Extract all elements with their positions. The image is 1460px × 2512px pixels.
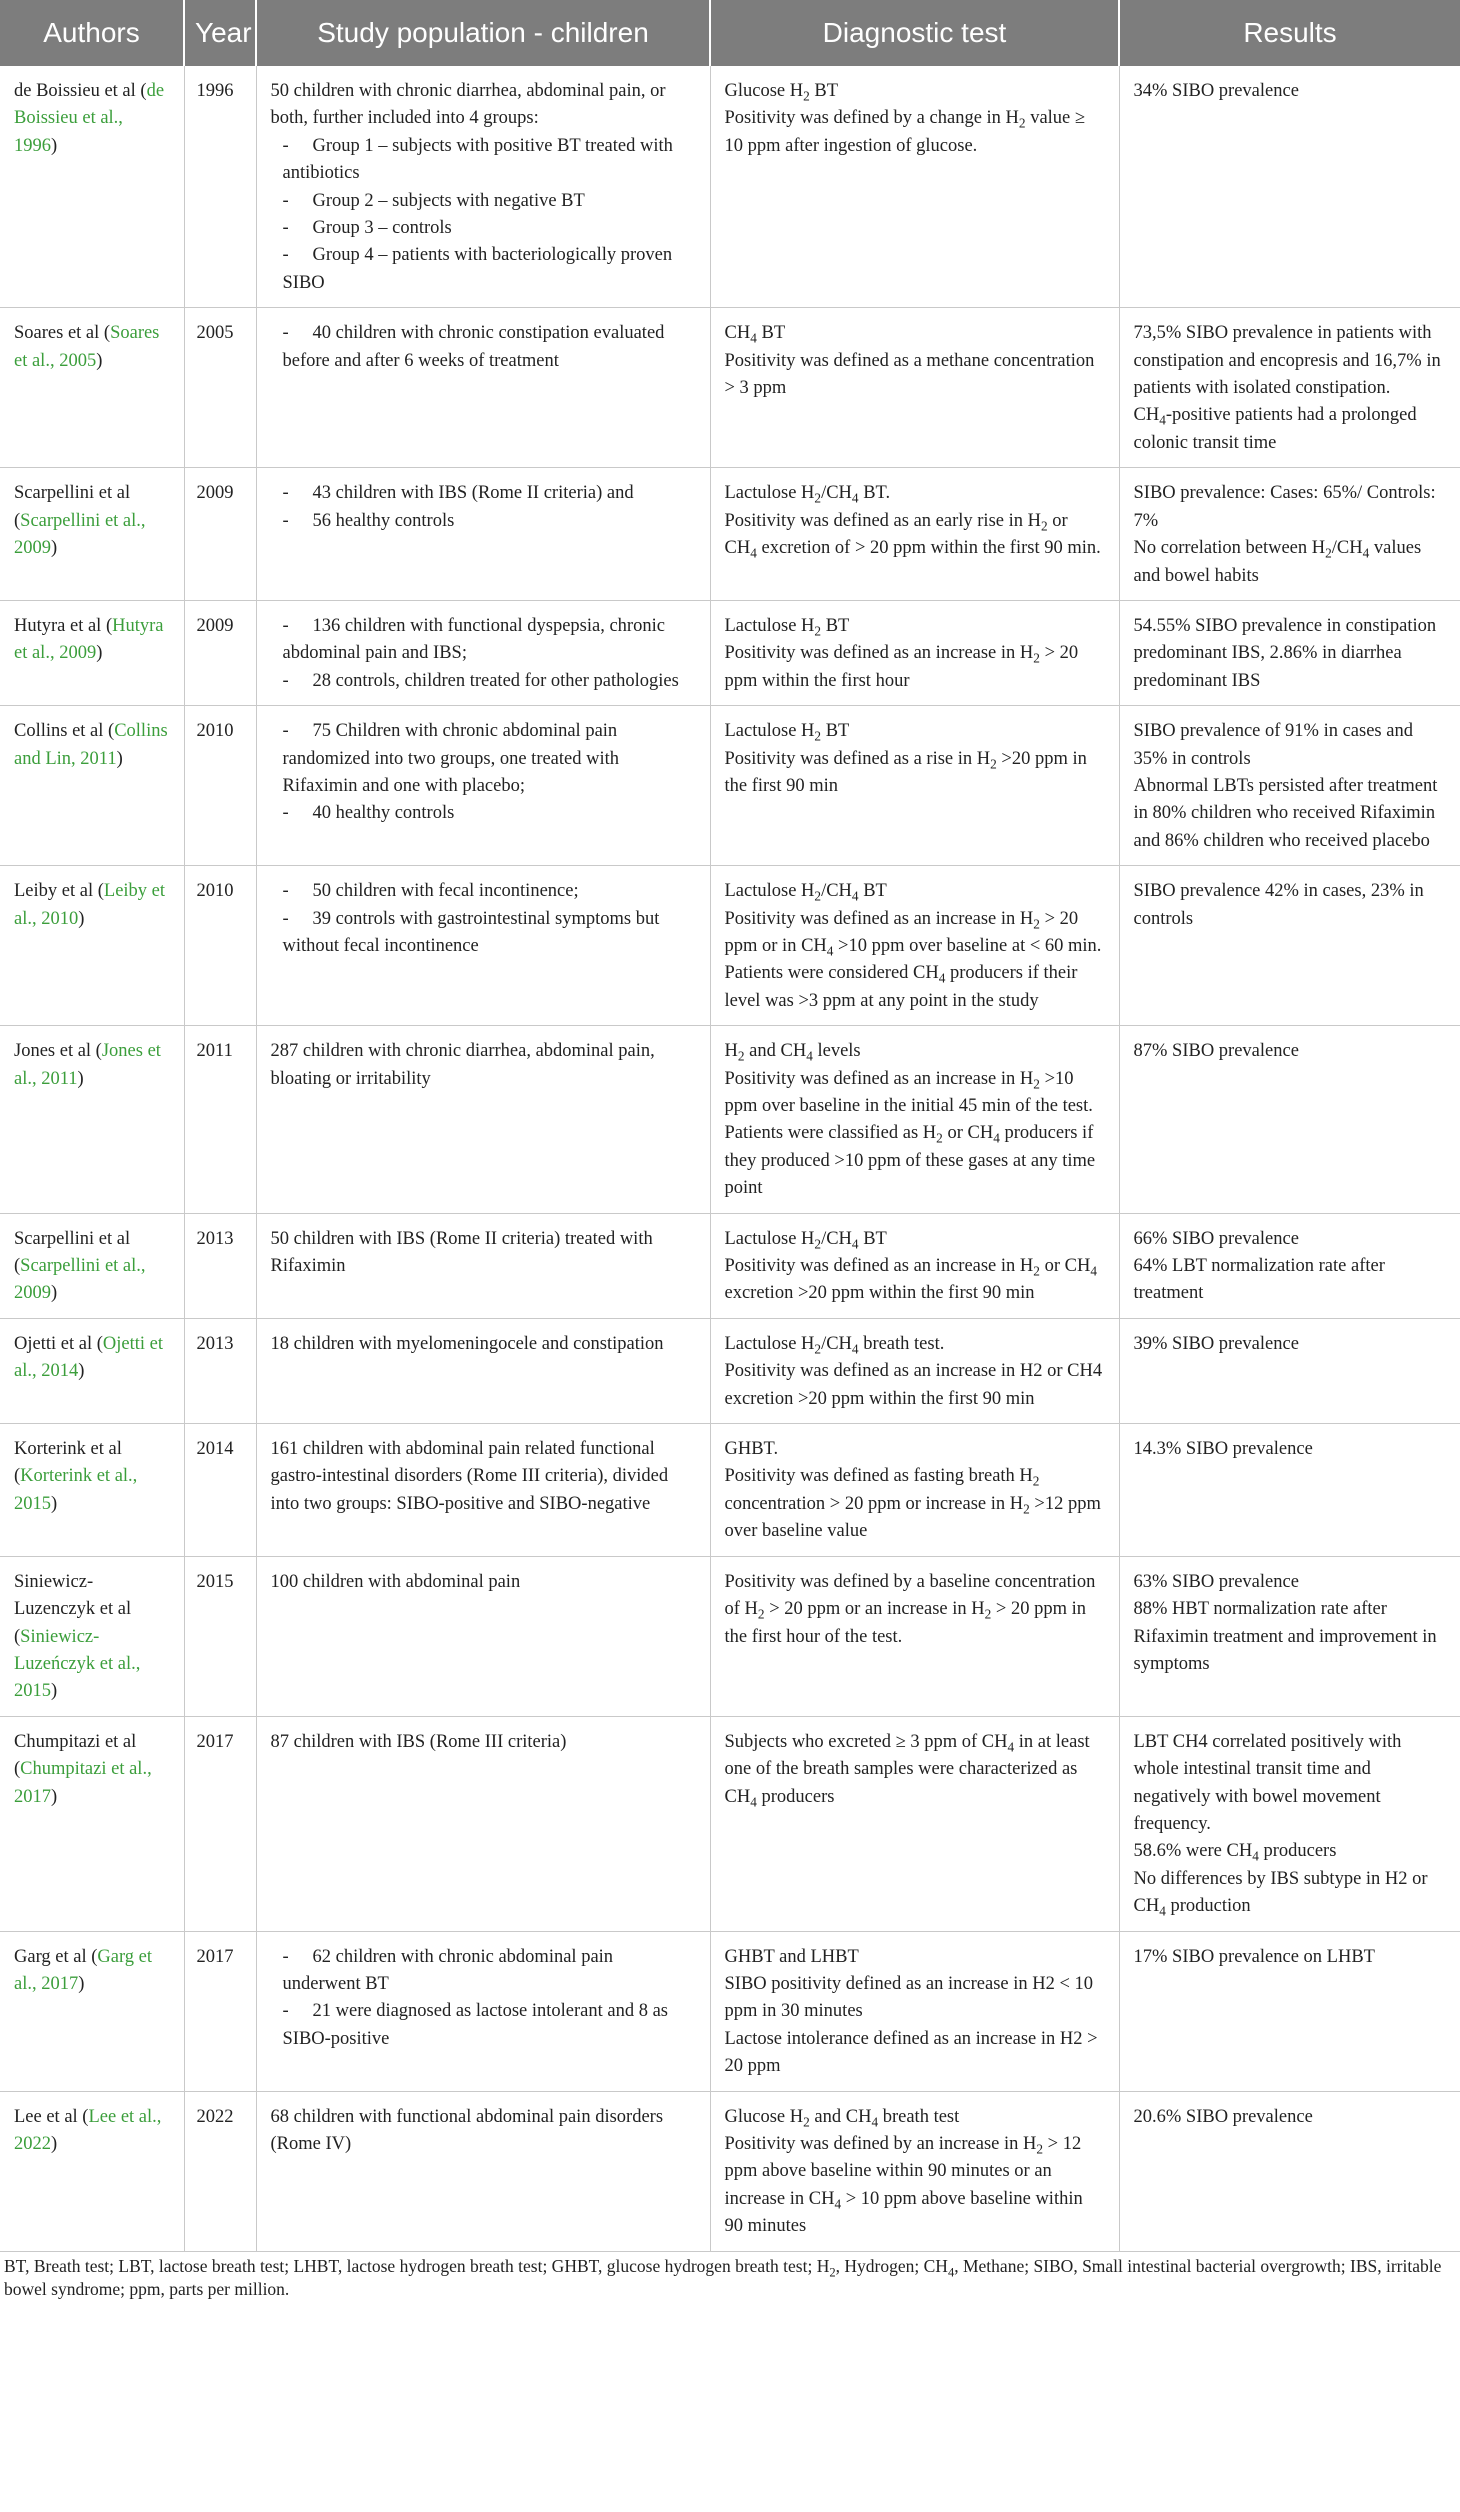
population-cell xyxy=(256,1556,710,1716)
population-line: - Group 3 – controls xyxy=(282,218,452,239)
citation-link[interactable]: de Boissieu et al., 1996 xyxy=(14,81,165,156)
author-name: Siniewicz-Luzenczyk et al ( xyxy=(14,1571,132,1647)
test-line: Subjects who excreted ≥ 3 ppm of $CH_4$ in at least one of the breath samples were characterized as $CH_4$ producers xyxy=(724,1731,1090,1810)
results-cell xyxy=(1119,600,1460,705)
population-line: 50 children with chronic diarrhea, abdominal pain, or both, further included into 4 groups: xyxy=(270,81,666,129)
population-cell xyxy=(256,66,710,308)
citation-link[interactable]: Soares et al., 2005 xyxy=(14,323,160,371)
author-name: Soares et al ( xyxy=(14,323,111,344)
results-line: 73,5% SIBO prevalence in patients with constipation and encopresis and 16,7% in patients with isolated constipation. xyxy=(1133,323,1441,399)
citation-link[interactable]: Siniewicz-Luzeńczyk et al., 2015 xyxy=(14,1626,141,1702)
population-cell xyxy=(256,1318,710,1423)
year-cell: 2013 xyxy=(184,1213,256,1318)
table-row xyxy=(0,1931,1460,2091)
test-line: $CH_4$ BT xyxy=(724,323,786,346)
results-line: 14.3% SIBO prevalence xyxy=(1133,1439,1313,1460)
results-line: 17% SIBO prevalence on LHBT xyxy=(1133,1946,1375,1967)
results-cell xyxy=(1119,1556,1460,1716)
year-cell: 2013 xyxy=(184,1318,256,1423)
test-cell xyxy=(710,1716,1119,1931)
test-cell xyxy=(710,66,1119,308)
table-row xyxy=(0,600,1460,705)
table-row xyxy=(0,1716,1460,1931)
author-name: Korterink et al ( xyxy=(14,1439,122,1487)
author-name: Leiby et al ( xyxy=(14,881,104,902)
test-cell xyxy=(710,1556,1119,1716)
population-line: 50 children with IBS (Rome II criteria) treated with Rifaximin xyxy=(270,1228,653,1277)
author-name: Scarpellini et al ( xyxy=(14,1228,131,1277)
population-cell xyxy=(256,308,710,468)
citation-link[interactable]: Leiby et al., 2010 xyxy=(14,881,166,929)
test-line: GHBT. xyxy=(724,1439,779,1460)
results-line: No correlation between $H_2/CH_4$ values and bowel habits xyxy=(1133,538,1422,586)
population-line: - Group 1 – subjects with positive BT treated with antibiotics xyxy=(282,135,673,184)
results-cell xyxy=(1119,1213,1460,1318)
results-line: 88% HBT normalization rate after Rifaximin treatment and improvement in symptoms xyxy=(1133,1599,1437,1674)
test-cell xyxy=(710,1318,1119,1423)
year-cell: 2017 xyxy=(184,1931,256,2091)
results-line: 34% SIBO prevalence xyxy=(1133,81,1299,101)
table-row xyxy=(0,706,1460,866)
citation-link[interactable]: Hutyra et al., 2009 xyxy=(14,615,164,664)
population-line: - 43 children with IBS (Rome II criteria) and xyxy=(282,483,634,504)
population-cell xyxy=(256,2091,710,2251)
results-line: 58.6% were $CH_4$ producers xyxy=(1133,1841,1337,1865)
citation-link[interactable]: Garg et al., 2017 xyxy=(14,1946,153,1994)
results-line: $CH_4$-positive patients had a prolonged colonic transit time xyxy=(1133,405,1417,453)
test-line: Lactulose $H_2/CH_4$ BT xyxy=(724,881,887,904)
test-line: SIBO positivity defined as an increase in H2 < 10 ppm in 30 minutes xyxy=(724,1973,1094,2022)
results-cell xyxy=(1119,1424,1460,1557)
population-line: 87 children with IBS (Rome III criteria) xyxy=(270,1731,567,1752)
population-line: - 62 children with chronic abdominal pain underwent BT xyxy=(282,1946,614,1994)
results-cell xyxy=(1119,468,1460,601)
table-row xyxy=(0,866,1460,1026)
test-line: GHBT and LHBT xyxy=(724,1946,859,1967)
table-body xyxy=(0,66,1460,2251)
population-cell xyxy=(256,1424,710,1557)
test-line: Glucose $H_2$ BT xyxy=(724,81,839,104)
population-line: 161 children with abdominal pain related functional gastro-intestinal disorders (Rome III criteria), divided into two groups: SIBO-positive and SIBO-negative xyxy=(270,1439,669,1514)
author-cell: Lee et al (Lee et al., 2022) xyxy=(0,2091,184,2251)
population-line: - 75 Children with chronic abdominal pain randomized into two groups, one treated with Rifaximin and one with placebo; xyxy=(282,721,620,796)
author-cell: Ojetti et al (Ojetti et al., 2014) xyxy=(0,1318,184,1423)
results-line: SIBO prevalence: Cases: 65%/ Controls: 7% xyxy=(1133,483,1436,531)
test-cell xyxy=(710,1026,1119,1213)
author-cell: Scarpellini et al (Scarpellini et al., 2009) xyxy=(0,468,184,601)
year-cell: 2014 xyxy=(184,1424,256,1557)
population-line: - 40 children with chronic constipation evaluated before and after 6 weeks of treatment xyxy=(282,323,665,371)
author-name: Jones et al ( xyxy=(14,1041,102,1062)
results-cell xyxy=(1119,1716,1460,1931)
test-line: Lactulose $H_2/CH_4$ BT xyxy=(724,1228,887,1252)
test-cell xyxy=(710,308,1119,468)
citation-link[interactable]: Collins and Lin, 2011 xyxy=(14,721,168,769)
results-cell xyxy=(1119,1318,1460,1423)
test-line: Lactulose $H_2/CH_4$ BT. xyxy=(724,483,891,506)
population-line: - 136 children with functional dyspepsia, chronic abdominal pain and IBS; xyxy=(282,615,665,664)
author-name: Lee et al ( xyxy=(14,2106,89,2127)
test-line: Patients were classified as $H_2$ or $CH_4$ producers if they produced >10 ppm of these gases at any time point xyxy=(724,1123,1096,1199)
year-cell: 2009 xyxy=(184,600,256,705)
results-line: 20.6% SIBO prevalence xyxy=(1133,2106,1313,2127)
results-line: 54.55% SIBO prevalence in constipation predominant IBS, 2.86% in diarrhea predominant IBS xyxy=(1133,615,1437,691)
author-cell: Leiby et al (Leiby et al., 2010) xyxy=(0,866,184,1026)
test-line: Positivity was defined as an increase in H2 or CH4 excretion >20 ppm within the first 90 min xyxy=(724,1361,1103,1409)
year-cell: 2005 xyxy=(184,308,256,468)
table-row xyxy=(0,1556,1460,1716)
population-line: - 40 healthy controls xyxy=(282,803,455,824)
citation-link[interactable]: Scarpellini et al., 2009 xyxy=(14,510,146,559)
table-row xyxy=(0,1213,1460,1318)
test-line: Lactulose $H_2/CH_4$ breath test. xyxy=(724,1333,945,1357)
year-cell: 2010 xyxy=(184,866,256,1026)
author-cell: Garg et al (Garg et al., 2017) xyxy=(0,1931,184,2091)
results-line: No differences by IBS subtype in H2 or $CH_4$ production xyxy=(1133,1868,1428,1919)
test-line: Positivity was defined by an increase in $H_2 > 12$ ppm above baseline within 90 minutes or an increase in $CH_4 > 10$ ppm above baseline within 90 minutes xyxy=(724,2134,1083,2237)
population-cell xyxy=(256,1931,710,2091)
author-name: Scarpellini et al ( xyxy=(14,483,131,531)
year-cell: 2011 xyxy=(184,1026,256,1213)
results-cell xyxy=(1119,706,1460,866)
year-cell: 1996 xyxy=(184,66,256,308)
test-cell xyxy=(710,2091,1119,2251)
test-line: Patients were considered $CH_4$ producers if their level was >3 ppm at any point in the study xyxy=(724,963,1078,1011)
header-authors: Authors xyxy=(0,0,184,66)
test-line: Lactulose $H_2$ BT xyxy=(724,615,850,639)
author-cell: Korterink et al (Korterink et al., 2015) xyxy=(0,1424,184,1557)
test-line: Positivity was defined as an increase in $H_2 > 20$ ppm within the first hour xyxy=(724,643,1079,691)
population-cell xyxy=(256,1716,710,1931)
year-cell: 2015 xyxy=(184,1556,256,1716)
population-cell xyxy=(256,706,710,866)
citation-link[interactable]: Korterink et al., 2015 xyxy=(14,1466,138,1514)
citation-link[interactable]: Lee et al., 2022 xyxy=(14,2106,162,2154)
table-row xyxy=(0,1424,1460,1557)
table-row xyxy=(0,308,1460,468)
population-line: - Group 2 – subjects with negative BT xyxy=(282,190,585,211)
population-line: - Group 4 – patients with bacteriologically proven SIBO xyxy=(282,245,673,293)
population-cell xyxy=(256,1026,710,1213)
test-line: Positivity was defined by a baseline concentration of $H_2 > 20$ ppm or an increase in $H_2 > 20$ ppm in the first hour of the test. xyxy=(724,1571,1096,1647)
test-line: Positivity was defined as fasting breath $H_2$ concentration > 20 ppm or increase in $H_2 >12$ ppm over baseline value xyxy=(724,1466,1101,1542)
test-line: Glucose $H_2$ and $CH_4$ breath test xyxy=(724,2106,960,2130)
author-cell: Soares et al (Soares et al., 2005) xyxy=(0,308,184,468)
population-line: - 28 controls, children treated for other pathologies xyxy=(282,670,679,691)
year-cell: 2022 xyxy=(184,2091,256,2251)
test-cell xyxy=(710,1931,1119,2091)
test-line: Positivity was defined as an increase in $H_2$ or $CH_4$ excretion >20 ppm within the first 90 min xyxy=(724,1256,1097,1304)
table-row xyxy=(0,1318,1460,1423)
test-cell xyxy=(710,1424,1119,1557)
test-cell xyxy=(710,866,1119,1026)
population-cell xyxy=(256,468,710,601)
results-line: SIBO prevalence 42% in cases, 23% in controls xyxy=(1133,881,1424,929)
author-cell: Jones et al (Jones et al., 2011) xyxy=(0,1026,184,1213)
citation-link[interactable]: Jones et al., 2011 xyxy=(14,1041,161,1089)
table-footnote: BT, Breath test; LBT, lactose breath test; LHBT, lactose hydrogen breath test; GHBT, glucose hydrogen breath test; $H_2$, Hydrogen; $CH_4$, Methane; SIBO, Small intestinal bacterial overgrowth; IBS, irritable bowel syndrome; ppm, parts per million. xyxy=(4,2255,1442,2299)
test-line: Positivity was defined by a change in $H_2$ value ≥ 10 ppm after ingestion of glucose. xyxy=(724,108,1086,156)
population-cell xyxy=(256,866,710,1026)
author-cell: Scarpellini et al (Scarpellini et al., 2009) xyxy=(0,1213,184,1318)
population-line: 68 children with functional abdominal pain disorders (Rome IV) xyxy=(270,2106,664,2154)
author-name: Collins et al ( xyxy=(14,721,115,742)
author-cell: de Boissieu et al (de Boissieu et al., 1996) xyxy=(0,66,184,308)
author-name: Chumpitazi et al ( xyxy=(14,1731,137,1780)
test-line: Positivity was defined as an early rise in $H_2$ or $CH_4$ excretion of > 20 ppm within the first 90 min. xyxy=(724,510,1101,561)
header-year: Year xyxy=(184,0,256,66)
population-cell xyxy=(256,1213,710,1318)
results-line: 64% LBT normalization rate after treatment xyxy=(1133,1256,1385,1304)
population-line: - 56 healthy controls xyxy=(282,510,455,531)
test-line: Lactulose $H_2$ BT xyxy=(724,721,850,744)
results-cell xyxy=(1119,866,1460,1026)
year-cell: 2010 xyxy=(184,706,256,866)
population-cell xyxy=(256,600,710,705)
table-row xyxy=(0,468,1460,601)
year-cell: 2009 xyxy=(184,468,256,601)
header-results: Results xyxy=(1119,0,1460,66)
results-line: LBT CH4 correlated positively with whole intestinal transit time and negatively with bowel movement frequency. xyxy=(1133,1731,1402,1834)
table-header xyxy=(0,0,1460,66)
test-cell xyxy=(710,468,1119,601)
author-name: Garg et al ( xyxy=(14,1946,98,1967)
results-line: 39% SIBO prevalence xyxy=(1133,1333,1299,1354)
author-cell: Hutyra et al (Hutyra et al., 2009) xyxy=(0,600,184,705)
results-cell xyxy=(1119,2091,1460,2251)
year-cell: 2017 xyxy=(184,1716,256,1931)
table-row xyxy=(0,2091,1460,2251)
population-line: - 50 children with fecal incontinence; xyxy=(282,881,579,902)
author-cell: Collins et al (Collins and Lin, 2011) xyxy=(0,706,184,866)
population-line: - 21 were diagnosed as lactose intolerant and 8 as SIBO-positive xyxy=(282,2001,668,2049)
test-cell xyxy=(710,706,1119,866)
test-line: Positivity was defined as a rise in $H_2 >20$ ppm in the first 90 min xyxy=(724,748,1087,796)
population-line: - 39 controls with gastrointestinal symptoms but without fecal incontinence xyxy=(282,908,660,956)
citation-link[interactable]: Ojetti et al., 2014 xyxy=(14,1333,163,1382)
citation-link[interactable]: Scarpellini et al., 2009 xyxy=(14,1256,146,1304)
results-cell xyxy=(1119,1026,1460,1213)
test-cell xyxy=(710,1213,1119,1318)
results-line: 66% SIBO prevalence xyxy=(1133,1228,1299,1249)
author-name: Ojetti et al ( xyxy=(14,1333,103,1354)
test-line: Positivity was defined as an increase in $H_2 > 20$ ppm or in $CH_4 >10$ ppm over baseline at < 60 min. xyxy=(724,908,1102,959)
results-line: 87% SIBO prevalence xyxy=(1133,1041,1299,1062)
results-line: Abnormal LBTs persisted after treatment in 80% children who received Rifaximin and 86% children who received placebo xyxy=(1133,775,1438,851)
results-cell xyxy=(1119,308,1460,468)
results-cell xyxy=(1119,66,1460,308)
author-cell: Siniewicz-Luzenczyk et al (Siniewicz-Luzeńczyk et al., 2015) xyxy=(0,1556,184,1716)
header-population: Study population - children xyxy=(256,0,710,66)
table-row xyxy=(0,66,1460,308)
test-line: Lactose intolerance defined as an increase in H2 > 20 ppm xyxy=(724,2028,1098,2077)
header-test: Diagnostic test xyxy=(710,0,1119,66)
test-line: $H_2$ and $CH_4$ levels xyxy=(724,1041,861,1064)
author-name: Hutyra et al ( xyxy=(14,615,113,636)
table-row xyxy=(0,1026,1460,1213)
population-line: 18 children with myelomeningocele and constipation xyxy=(270,1333,664,1354)
results-line: SIBO prevalence of 91% in cases and 35% in controls xyxy=(1133,721,1413,769)
population-line: 100 children with abdominal pain xyxy=(270,1571,521,1592)
test-line: Positivity was defined as an increase in $H_2 >10$ ppm over baseline in the initial 45 min of the test. xyxy=(724,1068,1093,1116)
test-line: Positivity was defined as a methane concentration > 3 ppm xyxy=(724,350,1095,399)
author-cell: Chumpitazi et al (Chumpitazi et al., 2017) xyxy=(0,1716,184,1931)
results-cell xyxy=(1119,1931,1460,2091)
author-name: de Boissieu et al ( xyxy=(14,81,147,101)
results-line: 63% SIBO prevalence xyxy=(1133,1571,1299,1592)
citation-link[interactable]: Chumpitazi et al., 2017 xyxy=(14,1759,152,1807)
population-line: 287 children with chronic diarrhea, abdominal pain, bloating or irritability xyxy=(270,1041,655,1089)
test-cell xyxy=(710,600,1119,705)
